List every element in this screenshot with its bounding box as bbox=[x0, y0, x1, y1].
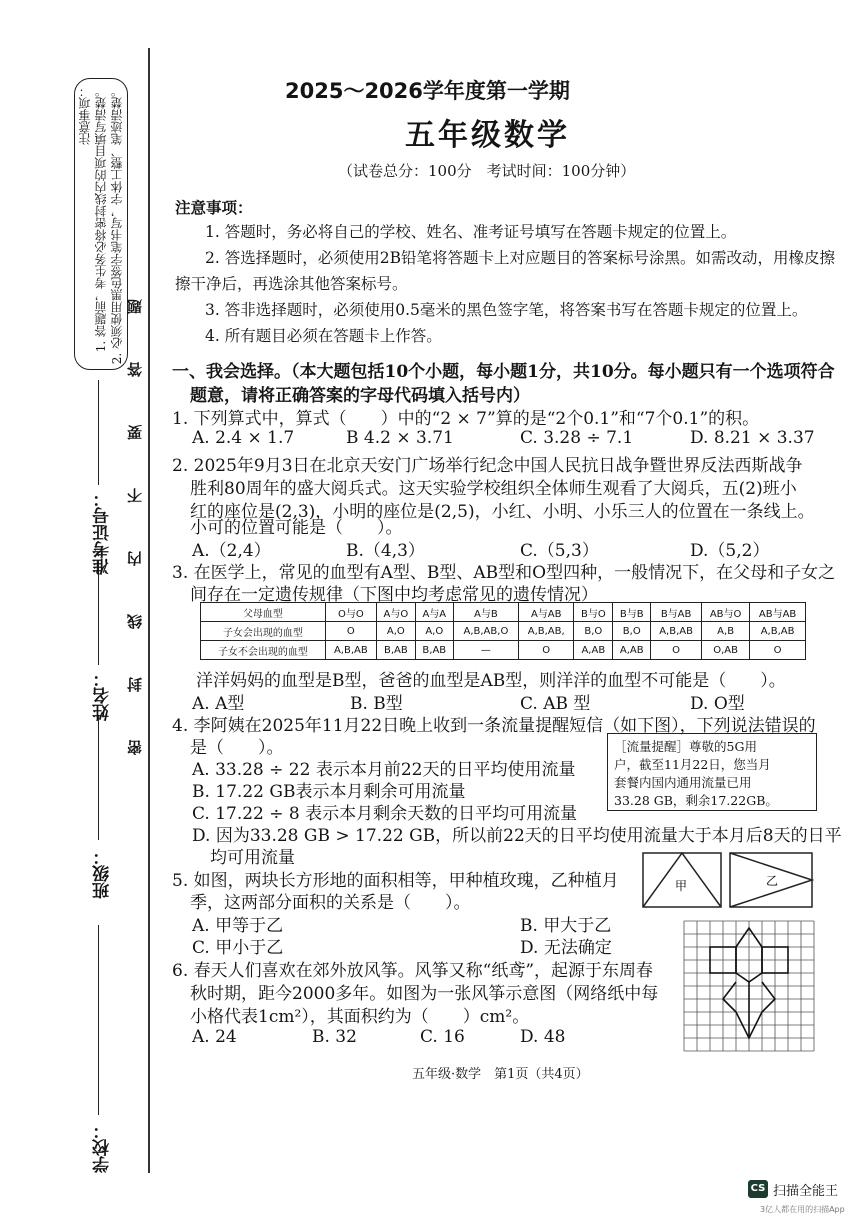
binding-notice-line-1: 1. 答题前，考生务必将密封线内的项目填写清楚。 bbox=[94, 85, 108, 353]
table-cell: A,B,AB,O bbox=[453, 622, 518, 641]
instruction-item-4: 4. 所有题目必须在答题卡上作答。 bbox=[205, 327, 442, 345]
q2-option-c[interactable]: C.（5,3） bbox=[520, 541, 599, 561]
year-title: 2025～2026学年度第一学期 bbox=[285, 79, 570, 103]
sms-line-3: 套餐内国内通用流量已用 bbox=[614, 775, 752, 790]
table-row bbox=[201, 603, 806, 622]
exam-id-field[interactable] bbox=[98, 380, 99, 485]
instruction-item-2: 2. 答选择题时，必须使用2B铅笔将答题卡上对应题目的答案标号涂黑。如需改动，用橡皮擦 bbox=[205, 249, 835, 267]
table-cell: — bbox=[453, 641, 518, 660]
q3-option-a[interactable]: A. A型 bbox=[192, 694, 245, 714]
page-footer: 五年级·数学 第1页（共4页） bbox=[412, 1067, 589, 1082]
q4-option-d-cont: 均可用流量 bbox=[210, 848, 295, 868]
question-1-stem: 1. 下列算式中，算式（ ）中的“2 × 7”算的是“2个0.1”和“7个0.1”的积。 bbox=[172, 409, 760, 429]
table-cell: O bbox=[651, 641, 702, 660]
table-cell: A,B,AB bbox=[325, 641, 376, 660]
scanner-logo-icon: CS bbox=[748, 1180, 768, 1198]
q3-option-d[interactable]: D. O型 bbox=[690, 694, 745, 714]
table-cell: A与O bbox=[376, 603, 415, 622]
q1-option-a[interactable]: A. 2.4 × 1.7 bbox=[192, 428, 295, 448]
binding-notice-heading: 注意事项： bbox=[78, 85, 92, 145]
kite-grid-figure bbox=[683, 920, 815, 1052]
instructions-heading: 注意事项： bbox=[175, 198, 253, 217]
question-4-stem-2: 是（ ）。 bbox=[190, 738, 284, 758]
table-cell: A与A bbox=[415, 603, 453, 622]
table-cell: A与B bbox=[453, 603, 518, 622]
q1-option-b[interactable]: B 4.2 × 3.71 bbox=[346, 428, 454, 448]
question-3-stem-2: 间存在一定遗传规律（下图中均考虑常见的遗传情况） bbox=[190, 585, 598, 605]
table-cell: B,O bbox=[574, 622, 613, 641]
field-jia-label: 甲 bbox=[675, 879, 688, 893]
q6-option-d[interactable]: D. 48 bbox=[520, 1027, 566, 1047]
rectangle-fields-figure bbox=[640, 850, 820, 912]
table-cell: B,AB bbox=[415, 641, 453, 660]
blood-type-table bbox=[200, 602, 806, 660]
field-yi-label: 乙 bbox=[766, 874, 779, 888]
question-4-stem: 4. 李阿姨在2025年11月22日晚上收到一条流量提醒短信（如下图），下列说法错误的 bbox=[172, 716, 816, 736]
q2-option-a[interactable]: A.（2,4） bbox=[192, 541, 271, 561]
table-cell: O bbox=[519, 641, 574, 660]
q5-option-a[interactable]: A. 甲等于乙 bbox=[192, 916, 284, 936]
table-cell: A,O bbox=[415, 622, 453, 641]
question-6-stem-3: 小格代表1cm²），其面积约为（ ）cm²。 bbox=[190, 1007, 530, 1027]
exam-id-label: 准考证号： bbox=[93, 490, 113, 575]
q4-option-c[interactable]: C. 17.22 ÷ 8 表示本月剩余天数的日平均可用流量 bbox=[192, 804, 578, 824]
table-cell: O bbox=[325, 622, 376, 641]
instruction-item-3: 3. 答非选择题时，必须使用0.5毫米的黑色签字笔，将答案书写在答题卡规定的位置上。 bbox=[205, 301, 808, 319]
q1-option-c[interactable]: C. 3.28 ÷ 7.1 bbox=[520, 428, 634, 448]
table-cell: AB与O bbox=[702, 603, 750, 622]
table-cell: A,B,AB bbox=[750, 622, 806, 641]
table-cell: B与AB bbox=[651, 603, 702, 622]
instruction-item-2-cont: 擦干净后，再选涂其他答案标号。 bbox=[175, 275, 408, 293]
question-2-stem-2: 胜利80周年的盛大阅兵式。这天实验学校组织全体师生观看了大阅兵，五(2)班小 bbox=[190, 479, 797, 499]
section-1-heading-cont: 题意，请将正确答案的字母代码填入括号内） bbox=[190, 386, 530, 406]
table-cell: A,B,AB bbox=[651, 622, 702, 641]
q2-option-d[interactable]: D.（5,2） bbox=[690, 541, 770, 561]
q5-option-d[interactable]: D. 无法确定 bbox=[520, 938, 612, 958]
q6-option-c[interactable]: C. 16 bbox=[420, 1027, 465, 1047]
section-1-heading: 一、我会选择。（本大题包括10个小题，每小题1分，共10分。每小题只有一个选项符合 bbox=[172, 362, 835, 382]
table-cell: AB与AB bbox=[750, 603, 806, 622]
table-cell: B与O bbox=[574, 603, 613, 622]
q3-option-b[interactable]: B. B型 bbox=[350, 694, 403, 714]
table-cell: A,AB bbox=[574, 641, 613, 660]
table-cell: A,B bbox=[702, 622, 750, 641]
table-cell: A与AB bbox=[519, 603, 574, 622]
q4-option-b[interactable]: B. 17.22 GB表示本月剩余可用流量 bbox=[192, 782, 466, 802]
question-5-stem: 5. 如图，两块长方形地的面积相等，甲种植玫瑰，乙种植月 bbox=[172, 871, 619, 891]
sms-notice-box bbox=[607, 733, 817, 811]
q6-option-b[interactable]: B. 32 bbox=[312, 1027, 357, 1047]
table-cell: A,AB bbox=[613, 641, 651, 660]
table-cell: 子女会出现的血型 bbox=[201, 622, 326, 641]
table-cell: A,B,AB, bbox=[519, 622, 574, 641]
q2-option-b[interactable]: B.（4,3） bbox=[346, 541, 425, 561]
table-row bbox=[201, 622, 806, 641]
table-cell: O,AB bbox=[702, 641, 750, 660]
binding-notice-line-2: 2. 必须使用黑色签字笔书写，字体工整、笔迹清楚。 bbox=[110, 85, 124, 365]
question-6-stem-2: 秋时期，距今2000多年。如图为一张风筝示意图（网络纸中每 bbox=[190, 984, 659, 1004]
q3-option-c[interactable]: C. AB 型 bbox=[520, 694, 591, 714]
subject-title: 五年级数学 bbox=[405, 118, 570, 153]
q6-option-a[interactable]: A. 24 bbox=[192, 1027, 237, 1047]
question-3-stem-3: 洋洋妈妈的血型是B型，爸爸的血型是AB型，则洋洋的血型不可能是（ ）。 bbox=[196, 671, 786, 691]
question-2-stem-4: 小可的位置可能是（ ）。 bbox=[190, 518, 403, 538]
name-field[interactable] bbox=[98, 560, 99, 665]
table-cell: 子女不会出现的血型 bbox=[201, 641, 326, 660]
scanner-tagline: 3亿人都在用的扫描App bbox=[760, 1205, 845, 1214]
class-label: 班级： bbox=[93, 848, 113, 899]
q4-option-d[interactable]: D. 因为33.28 GB > 17.22 GB，所以前22天的日平均使用流量大于本月后8天的日平 bbox=[192, 826, 842, 846]
exam-meta: （试卷总分：100分 考试时间：100分钟） bbox=[338, 162, 636, 180]
instruction-item-1: 1. 答题时，务必将自己的学校、姓名、准考证号填写在答题卡规定的位置上。 bbox=[205, 223, 737, 241]
scanner-name: 扫描全能王 bbox=[773, 1184, 839, 1199]
q4-option-a[interactable]: A. 33.28 ÷ 22 表示本月前22天的日平均使用流量 bbox=[192, 760, 576, 780]
seal-line-text: 密封线内不要答题 bbox=[126, 251, 144, 755]
question-2-stem: 2. 2025年9月3日在北京天安门广场举行纪念中国人民抗日战争暨世界反法西斯战争 bbox=[172, 456, 803, 476]
q5-option-b[interactable]: B. 甲大于乙 bbox=[520, 916, 612, 936]
table-cell: O bbox=[750, 641, 806, 660]
table-row bbox=[201, 641, 806, 660]
question-2-stem-3: 红的座位是(2,3)，小明的座位是(2,5)，小红、小明、小乐三人的位置在一条线上。 bbox=[190, 502, 815, 522]
school-label: 学校： bbox=[93, 1122, 113, 1173]
binding-line bbox=[148, 48, 150, 1173]
name-label: 姓名： bbox=[93, 670, 113, 721]
table-cell: B与B bbox=[613, 603, 651, 622]
table-cell: 父母血型 bbox=[201, 603, 326, 622]
binding-notice-box bbox=[74, 78, 128, 370]
q5-option-c[interactable]: C. 甲小于乙 bbox=[192, 938, 284, 958]
question-6-stem: 6. 春天人们喜欢在郊外放风筝。风筝又称“纸鸢”，起源于东周春 bbox=[172, 961, 654, 981]
sms-line-2: 户，截至11月22日，您当月 bbox=[614, 757, 771, 772]
sms-line-1: ［流量提醒］尊敬的5G用 bbox=[614, 739, 757, 754]
q1-option-d[interactable]: D. 8.21 × 3.37 bbox=[690, 428, 815, 448]
table-cell: B,O bbox=[613, 622, 651, 641]
question-5-stem-2: 季，这两部分面积的关系是（ ）。 bbox=[190, 893, 471, 913]
school-field[interactable] bbox=[98, 925, 99, 1115]
table-cell: A,O bbox=[376, 622, 415, 641]
class-field[interactable] bbox=[98, 715, 99, 840]
question-3-stem: 3. 在医学上，常见的血型有A型、B型、AB型和O型四种，一般情况下，在父母和子女之 bbox=[172, 563, 836, 583]
sms-line-4: 33.28 GB，剩余17.22GB。 bbox=[614, 793, 778, 808]
table-cell: B,AB bbox=[376, 641, 415, 660]
table-cell: O与O bbox=[325, 603, 376, 622]
